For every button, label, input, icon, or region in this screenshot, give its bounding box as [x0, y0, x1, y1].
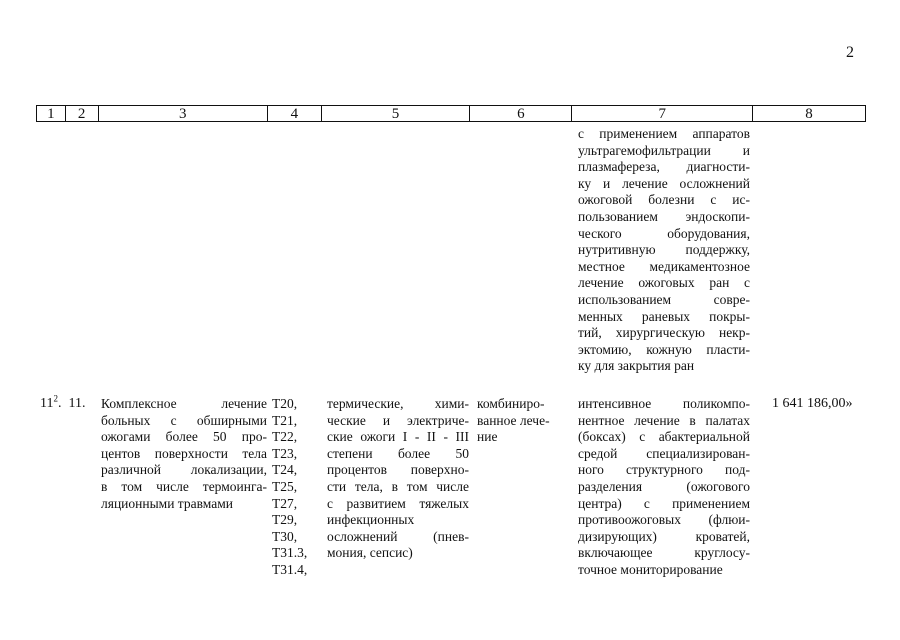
text-line: центра) с применением [578, 495, 750, 511]
cost-cell: 1 641 186,00» [772, 396, 853, 411]
text-line: точное мониторирование [578, 561, 723, 577]
header-col-4: 4 [268, 106, 322, 121]
header-col-1: 1 [37, 106, 66, 121]
text-line: нутритивную поддержку, [578, 242, 750, 258]
text-line: эктомию, кожную пласти- [578, 341, 750, 357]
text-line: сти тела, в том числе [327, 478, 469, 494]
text-line: ного структурного под- [578, 462, 750, 478]
row-number-main: 11 [40, 396, 54, 411]
row-subnumber: 11. [68, 396, 86, 411]
text-line: плазмафереза, диагности- [578, 159, 750, 175]
text-line: ляционными травмами [101, 495, 233, 511]
text-line: (боксах) с абактериальной [578, 429, 750, 445]
text-line: T30, [272, 528, 298, 544]
text-line: использованием совре- [578, 291, 750, 307]
text-line: ожогами более 50 про- [101, 429, 267, 445]
text-line: процентов поверхно- [327, 462, 469, 478]
text-line: T31.3, [272, 545, 308, 561]
text-line: больных с обширными [101, 412, 267, 428]
header-col-5: 5 [322, 106, 471, 121]
header-col-3: 3 [99, 106, 269, 121]
text-line: менных раневых покры- [578, 308, 750, 324]
text-line: с развитием тяжелых [327, 495, 469, 511]
text-line: мония, сепсис) [327, 545, 413, 561]
text-line: нентное лечение в палатах [578, 412, 750, 428]
text-line: комбиниро- [477, 396, 545, 411]
text-line: T20, [272, 396, 298, 411]
text-line: T29, [272, 512, 298, 528]
text-line: инфекционных [327, 512, 415, 528]
continued-treatment-cell [578, 126, 750, 375]
text-line: T24, [272, 462, 298, 478]
row-number-superscript: 2 [53, 393, 58, 404]
text-line: ческого оборудования, [578, 225, 750, 241]
text-line: ультрагемофильтрации и [578, 142, 750, 158]
treatment-method-cell [578, 396, 750, 579]
patient-model-cell [327, 396, 469, 562]
header-col-2: 2 [66, 106, 99, 121]
header-col-6: 6 [470, 106, 572, 121]
text-line: различной локализации, [101, 462, 267, 478]
text-line: дизирующих) кроватей, [578, 528, 750, 544]
text-line: ожоговой болезни с ис- [578, 192, 750, 208]
text-line: T23, [272, 445, 298, 461]
text-line: T31.4, [272, 561, 308, 577]
header-col-7: 7 [572, 106, 752, 121]
table-header-row [36, 105, 866, 122]
page-number: 2 [846, 44, 854, 61]
text-line: T27, [272, 495, 298, 511]
text-line: разделения (ожогового [578, 478, 750, 494]
text-line: ские ожоги I - II - III [327, 429, 469, 445]
text-line: степени более 50 [327, 445, 469, 461]
text-line: средой специализирован- [578, 445, 750, 461]
treatment-type-cell [477, 396, 569, 446]
text-line: термические, хими- [327, 396, 469, 411]
text-line: тий, хирургическую некр- [578, 325, 750, 341]
text-line: ческие и электриче- [327, 412, 469, 428]
text-line: ние [477, 429, 498, 445]
text-line: ку для закрытия ран [578, 358, 695, 374]
text-line: ванное лече- [477, 412, 550, 428]
text-line: T22, [272, 429, 298, 445]
text-line: T25, [272, 478, 298, 494]
text-line: с применением аппаратов [578, 126, 750, 141]
text-line: осложнений (пнев- [327, 528, 469, 544]
treatment-profile-cell [101, 396, 267, 512]
text-line: Комплексное лечение [101, 396, 267, 411]
text-line: противоожоговых (флюи- [578, 512, 750, 528]
row-number-suffix: . [57, 396, 62, 411]
text-line: лечение ожоговых ран с [578, 275, 750, 291]
text-line: интенсивное поликомпо- [578, 396, 750, 411]
text-line: T21, [272, 412, 298, 428]
text-line: ку и лечение осложнений [578, 175, 750, 191]
text-line: пользованием эндоскопи- [578, 208, 750, 224]
header-col-8: 8 [805, 106, 813, 122]
row-number [40, 393, 86, 413]
icd-codes-cell [272, 396, 316, 579]
text-line: в том числе термоинга- [101, 478, 267, 494]
text-line: местное медикаментозное [578, 258, 750, 274]
text-line: включающее круглосу- [578, 545, 750, 561]
text-line: центов поверхности тела [101, 445, 267, 461]
